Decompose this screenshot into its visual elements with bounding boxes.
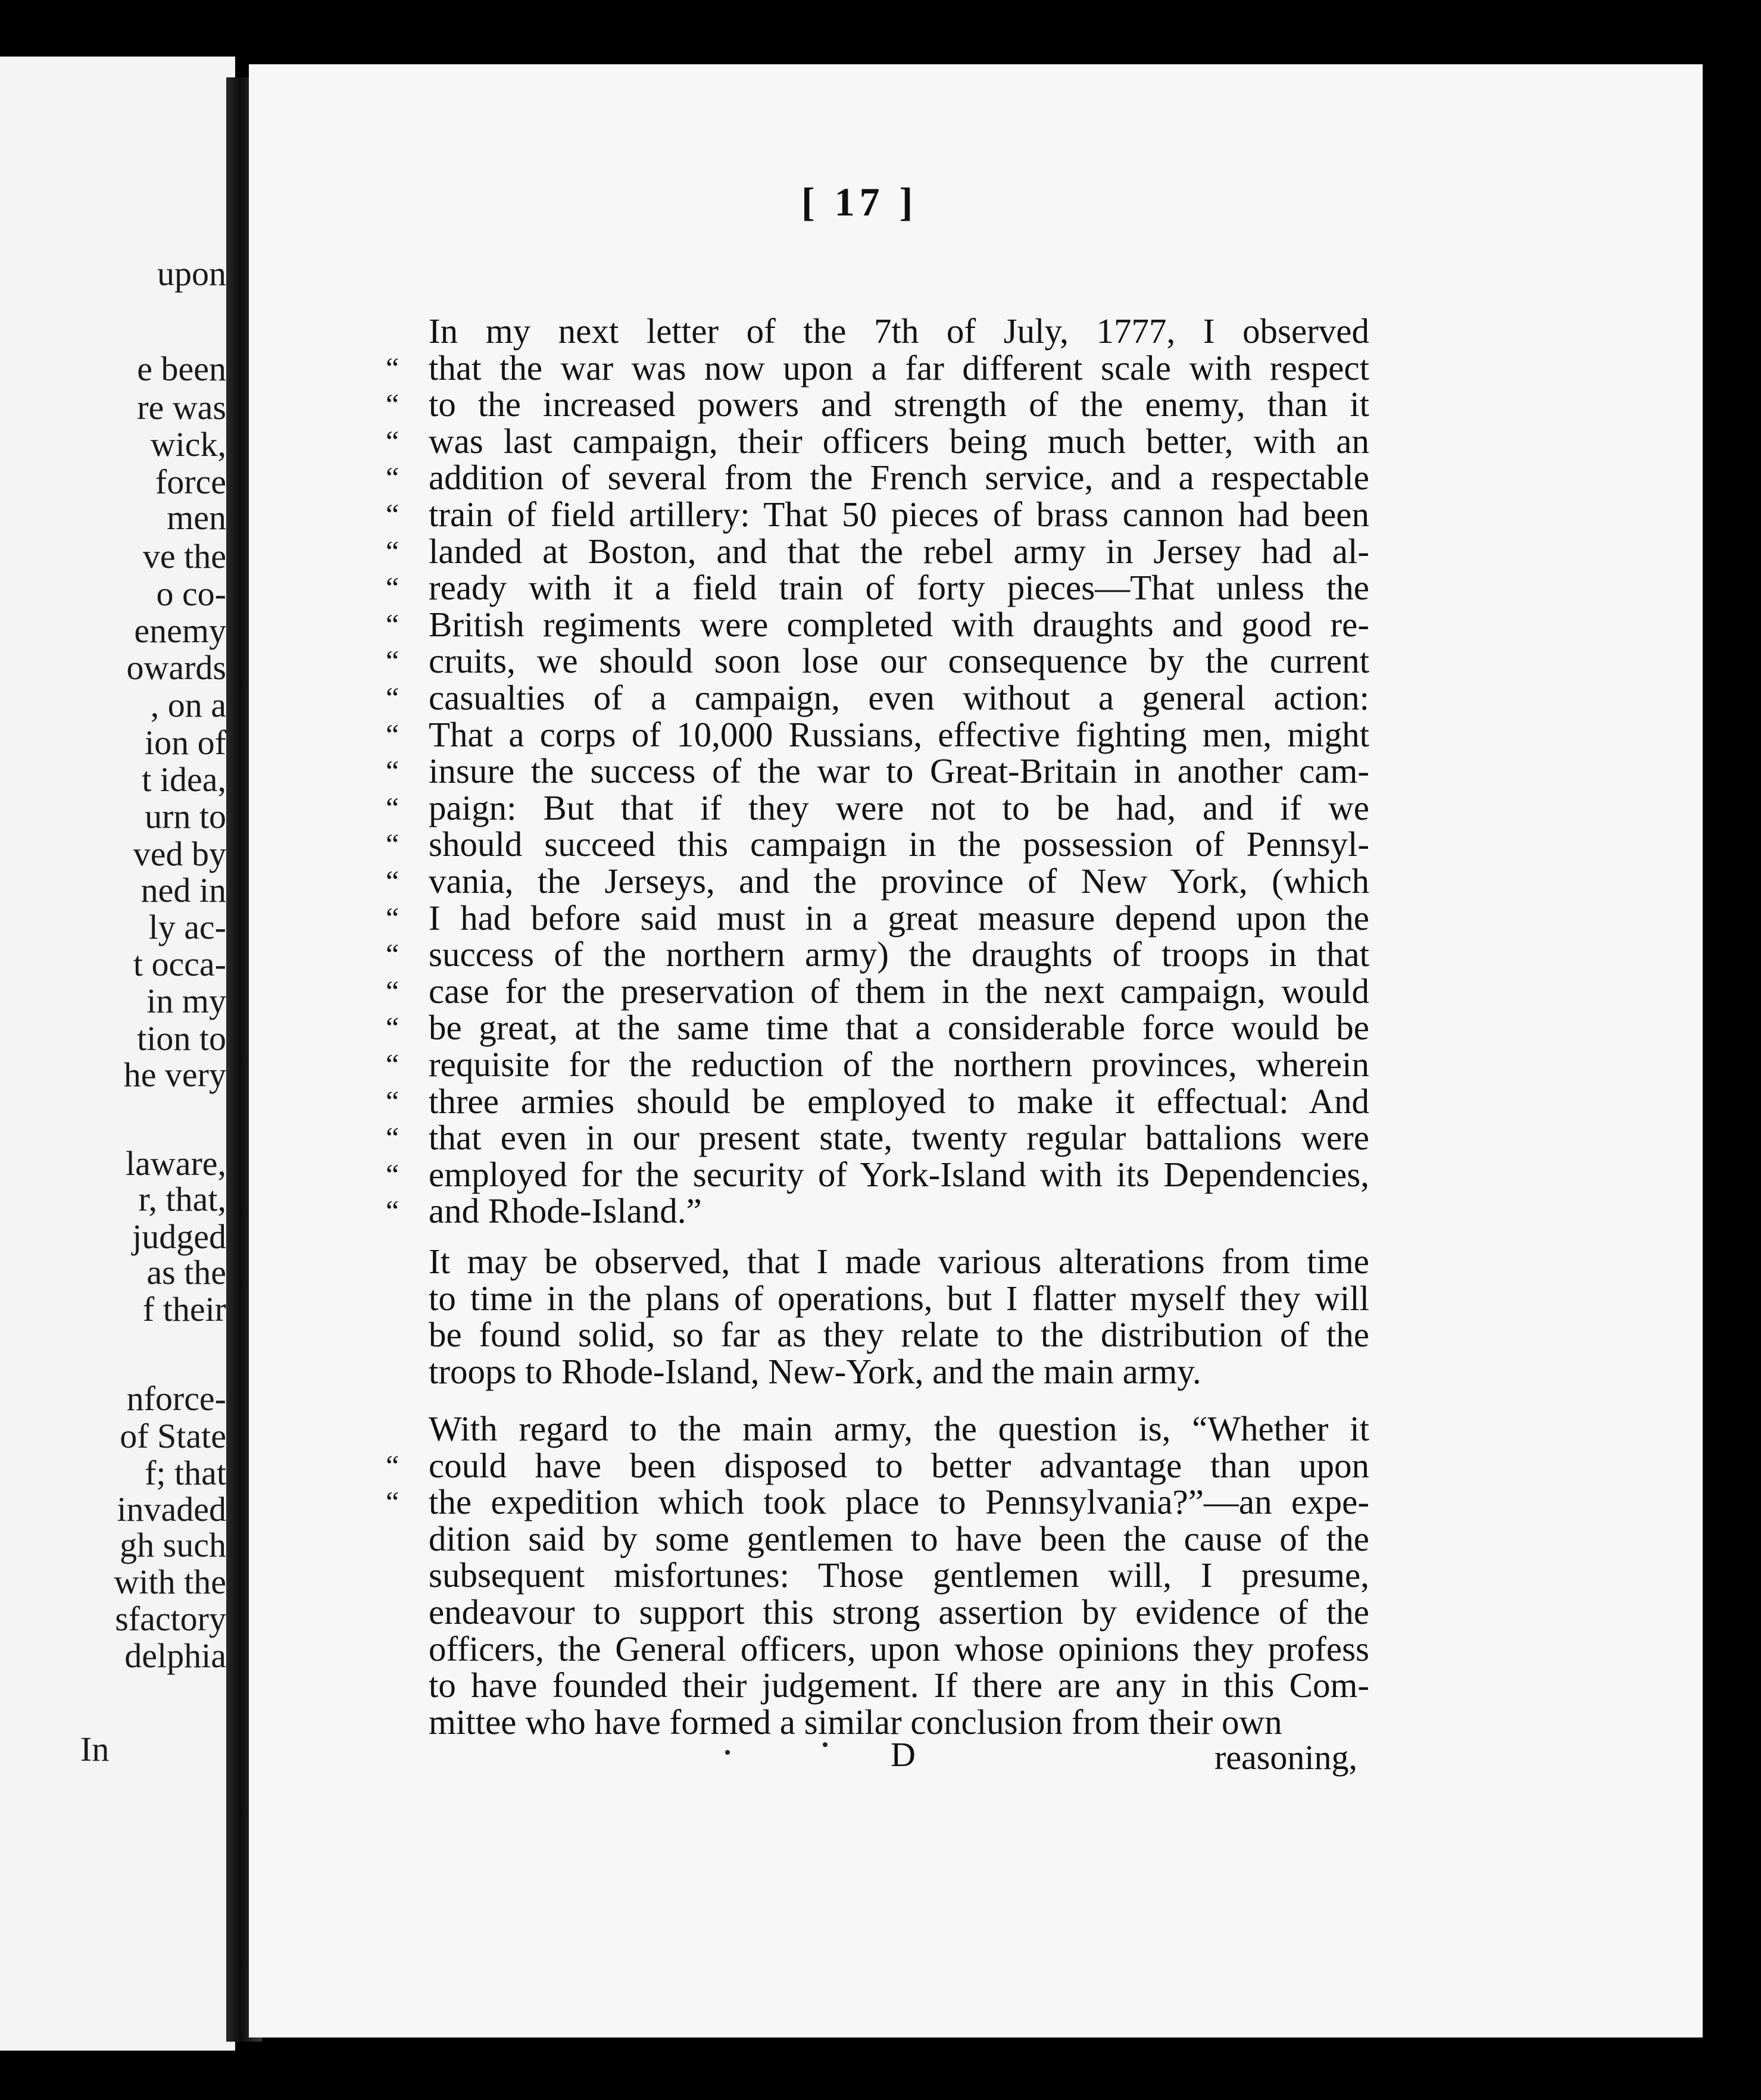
text-line: landed at Boston, and that the rebel army in Jersey had al- <box>429 531 1369 571</box>
text-line: to time in the plans of operations, but I flatter myself they will <box>429 1278 1369 1318</box>
running-quote-mark: “ <box>386 938 399 971</box>
left-page-fragment: t occa- <box>133 945 226 983</box>
text-line: I had before said must in a great measure depend upon the <box>429 898 1369 938</box>
signature-mark: D <box>891 1735 916 1774</box>
left-page-fragment: gh such <box>120 1526 226 1564</box>
running-quote-mark: “ <box>386 571 399 605</box>
left-page-catchword: In <box>80 1730 110 1768</box>
running-quote-mark: “ <box>386 790 399 824</box>
text-line: train of field artillery: That 50 pieces of brass cannon had been <box>429 495 1369 534</box>
text-line: was last campaign, their officers being much better, with an <box>429 421 1369 461</box>
running-quote-mark: “ <box>386 1157 399 1191</box>
text-line: officers, the General officers, upon whose opinions they profess <box>429 1629 1369 1668</box>
left-page-fragment: force <box>155 462 226 501</box>
running-quote-mark: “ <box>386 1011 399 1045</box>
left-page-fragment: enemy <box>134 611 226 650</box>
left-page-fragment: owards <box>126 648 226 687</box>
page-number-header: [ 17 ] <box>801 179 918 224</box>
running-quote-mark: “ <box>386 498 399 531</box>
left-page <box>0 57 235 2051</box>
left-page-fragment: ve the <box>142 537 226 576</box>
running-quote-mark: “ <box>386 1448 399 1482</box>
text-line: requisite for the reduction of the northern provinces, wherein <box>429 1045 1369 1084</box>
left-page-fragment: f their <box>142 1290 226 1329</box>
ink-speck <box>725 1750 730 1755</box>
running-quote-mark: “ <box>386 717 399 751</box>
text-line: employed for the security of York-Island with its Dependencies, <box>429 1154 1369 1194</box>
text-line: mittee who have formed a similar conclusion from their own <box>429 1702 1282 1742</box>
running-quote-mark: “ <box>386 1485 399 1519</box>
running-quote-mark: “ <box>386 607 399 641</box>
text-line: should succeed this campaign in the possession of Pennsyl- <box>429 824 1369 864</box>
running-quote-mark: “ <box>386 1121 399 1155</box>
left-page-fragment: tion to <box>137 1019 226 1058</box>
left-page-fragment: judged <box>132 1217 226 1256</box>
left-page-fragment: men <box>167 498 226 537</box>
left-page-fragment: , on a <box>150 686 226 724</box>
text-line: could have been disposed to better advantage than upon <box>429 1445 1369 1485</box>
text-line: be great, at the same time that a considerable force would be <box>429 1008 1369 1048</box>
left-page-fragment: sfactory <box>115 1599 226 1638</box>
left-page-fragment: nforce- <box>126 1379 226 1418</box>
running-quote-mark: “ <box>386 754 399 788</box>
left-page-fragment: delphia <box>124 1636 226 1675</box>
left-page-fragment: o co- <box>156 574 226 613</box>
text-line: dition said by some gentlemen to have been the cause of the <box>429 1518 1369 1558</box>
text-line: troops to Rhode-Island, New-York, and the main army. <box>429 1351 1201 1391</box>
running-quote-mark: “ <box>386 644 399 678</box>
left-page-fragment: invaded <box>117 1490 226 1529</box>
left-page-fragment: e been <box>137 349 226 388</box>
left-page-fragment: ned in <box>140 871 226 910</box>
text-line: addition of several from the French service, and a respectable <box>429 458 1369 498</box>
text-line: With regard to the main army, the question is, “Whether it <box>429 1409 1369 1448</box>
text-line: the expedition which took place to Pennsylvania?”—an expe- <box>429 1482 1369 1522</box>
left-page-fragment: in my <box>146 982 226 1020</box>
text-line: paign: But that if they were not to be had, and if we <box>429 788 1369 827</box>
left-page-fragment: laware, <box>125 1144 226 1183</box>
running-quote-mark: “ <box>386 461 399 495</box>
text-line: casualties of a campaign, even without a general action: <box>429 678 1369 717</box>
left-page-fragment: ly ac- <box>148 908 226 946</box>
text-line: British regiments were completed with draughts and good re- <box>429 604 1369 644</box>
text-line: to the increased powers and strength of the enemy, than it <box>429 385 1369 424</box>
running-quote-mark: “ <box>386 1084 399 1118</box>
text-line: vania, the Jerseys, and the province of New York, (which <box>429 861 1369 901</box>
text-line: insure the success of the war to Great-Britain in another cam- <box>429 751 1369 791</box>
text-line: be found solid, so far as they relate to the distribution of the <box>429 1315 1369 1355</box>
text-line: ready with it a field train of forty pieces—That unless the <box>429 568 1369 608</box>
text-line: and Rhode-Island.” <box>429 1191 702 1231</box>
text-line: success of the northern army) the draughts of troops in that <box>429 935 1369 974</box>
text-line: It may be observed, that I made various alterations from time <box>429 1242 1369 1281</box>
left-page-fragment: ved by <box>133 835 226 873</box>
catchword: reasoning, <box>1214 1738 1357 1777</box>
text-line: subsequent misfortunes: Those gentlemen will, I presume, <box>429 1555 1369 1595</box>
ink-speck <box>823 1742 828 1747</box>
running-quote-mark: “ <box>386 1048 399 1081</box>
left-page-fragment: wick, <box>150 425 226 464</box>
running-quote-mark: “ <box>386 681 399 714</box>
text-line: case for the preservation of them in the next campaign, would <box>429 971 1369 1011</box>
text-line: endeavour to support this strong assertion by evidence of the <box>429 1592 1369 1632</box>
text-line: three armies should be employed to make it effectual: And <box>429 1081 1369 1121</box>
running-quote-mark: “ <box>386 901 399 935</box>
text-line: to have founded their judgement. If there are any in this Com- <box>429 1665 1369 1705</box>
left-page-fragment: urn to <box>145 797 226 836</box>
text-line: that even in our present state, twenty regular battalions were <box>429 1118 1369 1158</box>
left-page-fragment: upon <box>157 254 226 293</box>
left-page-fragment: of State <box>120 1417 226 1455</box>
running-quote-mark: “ <box>386 424 399 458</box>
left-page-fragment: f; that <box>145 1454 226 1492</box>
text-line: that the war was now upon a far different scale with respect <box>429 348 1369 388</box>
running-quote-mark: “ <box>386 351 399 385</box>
left-page-fragment: he very <box>123 1055 226 1094</box>
left-page-fragment: re was <box>137 388 226 427</box>
left-page-fragment: ion of <box>145 723 226 762</box>
running-quote-mark: “ <box>386 1194 399 1228</box>
running-quote-mark: “ <box>386 534 399 568</box>
text-line: cruits, we should soon lose our consequence by the current <box>429 641 1369 681</box>
left-page-fragment: r, that, <box>138 1180 226 1218</box>
text-line: That a corps of 10,000 Russians, effective fighting men, might <box>429 714 1369 754</box>
running-quote-mark: “ <box>386 827 399 861</box>
text-line: In my next letter of the 7th of July, 1777, I observed <box>429 311 1369 351</box>
running-quote-mark: “ <box>386 974 399 1008</box>
left-page-fragment: as the <box>146 1253 226 1292</box>
running-quote-mark: “ <box>386 864 399 898</box>
running-quote-mark: “ <box>386 388 399 421</box>
left-page-fragment: t idea, <box>142 760 226 799</box>
left-page-fragment: with the <box>114 1562 226 1601</box>
